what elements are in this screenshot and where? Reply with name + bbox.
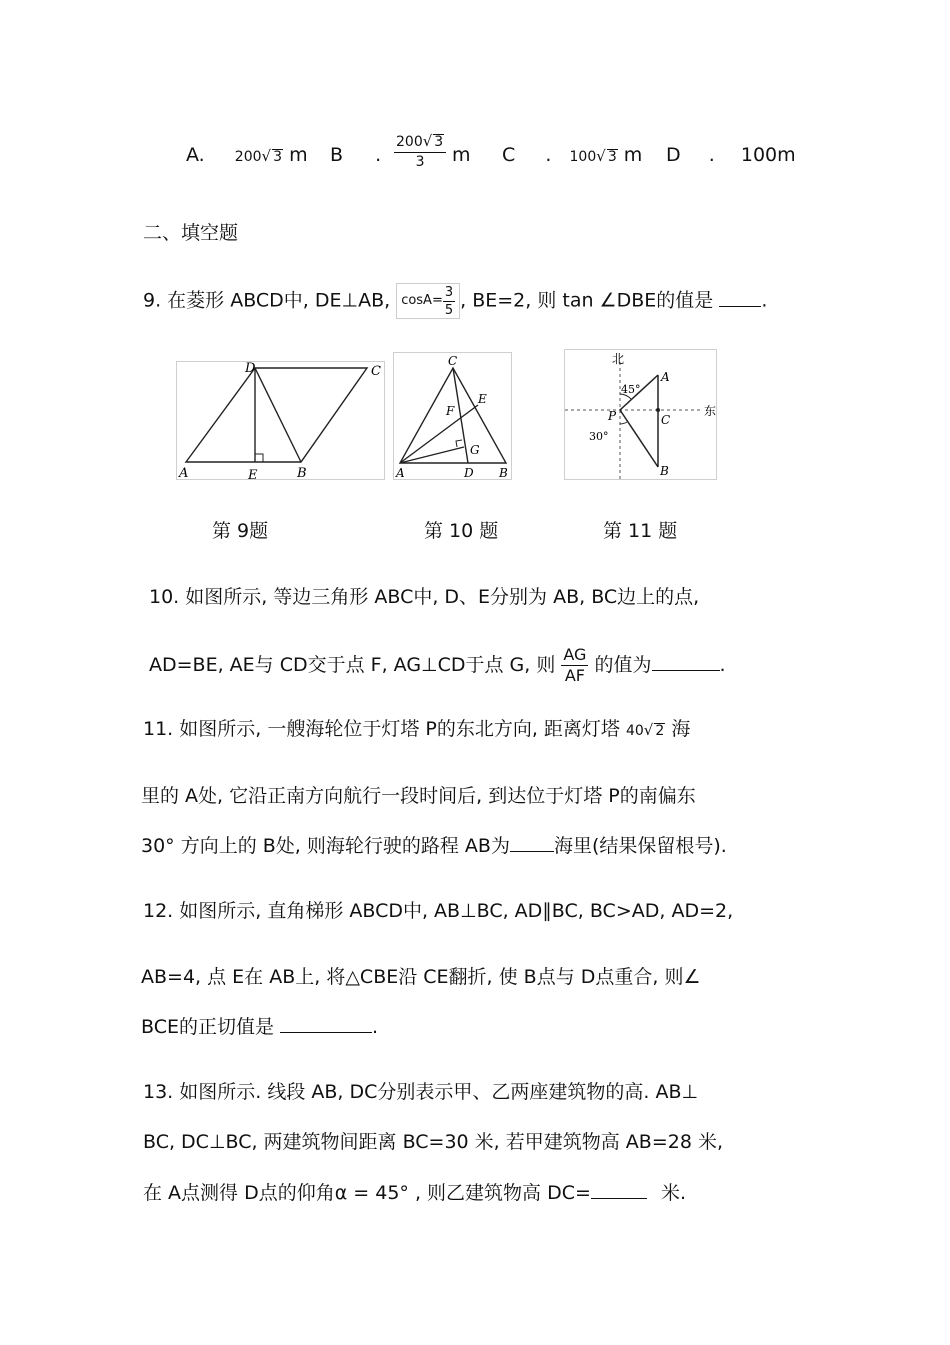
angle-30: 30° <box>589 430 609 443</box>
label-C: C <box>448 354 458 368</box>
label-G: G <box>470 443 480 457</box>
q13-line3b: 米. <box>660 1182 686 1204</box>
label-A: A <box>661 370 670 384</box>
choice-c-coef: 100 <box>569 149 597 165</box>
fraction <box>394 134 446 169</box>
q11-line1b: 海 <box>671 718 691 740</box>
q10-line2b: 的值为 <box>594 654 652 676</box>
q13-line3 <box>143 1180 686 1205</box>
q11-line3b: 海里(结果保留根号). <box>553 835 727 857</box>
q11-coef: 40 <box>625 723 644 739</box>
figure-10-svg <box>394 353 511 479</box>
choice-b-dot: . <box>375 144 382 166</box>
q12-end: . <box>372 1016 379 1038</box>
choice-b-label: B <box>330 144 344 166</box>
choice-c-label: C <box>502 144 516 166</box>
choice-c-unit: m <box>623 144 643 166</box>
q10-line1: 10. 如图所示, 等边三角形 ABC中, D、E分别为 AB, BC边上的点, <box>149 586 700 608</box>
q11-line2: 里的 A处, 它沿正南方向航行一段时间后, 到达位于灯塔 P的南偏东 <box>141 785 696 807</box>
label-P: P <box>608 409 617 423</box>
angle-45: 45° <box>621 383 641 396</box>
q13-line2: BC, DC⊥BC, 两建筑物间距离 BC=30 米, 若甲建筑物高 AB=28 米, <box>143 1131 724 1153</box>
choice-row <box>186 143 308 169</box>
q11-line1a: 11. 如图所示, 一艘海轮位于灯塔 P的东北方向, 距离灯塔 <box>143 718 620 740</box>
caption-9: 第 9题 <box>212 520 269 542</box>
label-E: E <box>248 468 258 479</box>
choice-b-unit-wrap <box>452 143 471 167</box>
q10-frac-den: AF <box>564 666 585 685</box>
label-E: E <box>478 392 487 406</box>
label-A: A <box>179 466 189 479</box>
q10-line2 <box>149 647 726 684</box>
caption-10: 第 10 题 <box>424 520 499 542</box>
answer-blank[interactable] <box>591 1180 647 1199</box>
answer-blank[interactable] <box>280 1014 372 1033</box>
label-D: D <box>245 362 256 376</box>
q10-frac-num: AG <box>563 645 587 664</box>
q9-cos-label: cosA= <box>401 293 443 308</box>
q9-cos-den: 5 <box>444 302 454 318</box>
sqrt-symbol: √ <box>261 147 272 165</box>
label-B: B <box>660 464 669 478</box>
choice-c-radicand: 3 <box>607 149 617 165</box>
q12-line3a: BCE的正切值是 <box>141 1016 274 1038</box>
q9-cos-box <box>396 283 460 319</box>
q11-line3 <box>141 833 727 858</box>
q12-line1: 12. 如图所示, 直角梯形 ABCD中, AB⊥BC, AD∥BC, BC>AD, AD=2, <box>143 900 734 922</box>
q12-line2: AB=4, 点 E在 AB上, 将△CBE沿 CE翻折, 使 B点与 D点重合, 则∠ <box>141 966 701 988</box>
choice-a-unit: m <box>289 144 308 166</box>
figure-10 <box>393 352 512 480</box>
answer-blank[interactable] <box>719 288 761 307</box>
choice-b-unit: m <box>452 144 471 166</box>
label-F: F <box>446 404 455 418</box>
choice-d-dot: . <box>708 144 715 166</box>
fraction <box>561 647 588 684</box>
choice-b-num-radicand: 3 <box>434 134 444 150</box>
figure-11 <box>564 349 717 480</box>
choice-b-num-coef: 200 <box>396 134 423 150</box>
q11-line3a: 30° 方向上的 B处, 则海轮行驶的路程 AB为 <box>141 835 510 857</box>
choice-a-label: A. <box>186 144 205 166</box>
choice-d-label: D <box>666 144 681 166</box>
choice-a-radicand: 3 <box>273 149 283 165</box>
question-9 <box>143 283 767 319</box>
label-D: D <box>464 466 474 479</box>
section-title: 二、填空题 <box>143 222 239 244</box>
answer-blank[interactable] <box>652 652 720 671</box>
choice-b-den: 3 <box>415 153 425 170</box>
choice-d-value: 100m <box>740 144 796 166</box>
choice-c-dot: . <box>545 144 552 166</box>
label-A: A <box>396 466 405 479</box>
q10-line2a: AD=BE, AE与 CD交于点 F, AG⊥CD于点 G, 则 <box>149 654 556 676</box>
sqrt-symbol: √ <box>643 721 654 739</box>
choice-b-fraction <box>394 134 446 169</box>
q9-cos-num: 3 <box>444 284 454 300</box>
q12-line3 <box>141 1014 378 1039</box>
q11-radicand: 2 <box>655 723 665 739</box>
label-B: B <box>499 466 508 479</box>
fraction <box>443 286 455 317</box>
choice-c <box>502 143 642 169</box>
q11-line1 <box>143 717 690 743</box>
sqrt-symbol: √ <box>596 147 606 165</box>
label-B: B <box>297 466 307 479</box>
label-north: 北 <box>612 352 625 366</box>
figure-9-svg <box>177 362 384 479</box>
choice-a-coef: 200 <box>234 149 262 165</box>
label-C: C <box>661 413 671 427</box>
q9-text-b: , BE=2, 则 tan ∠DBE的值是 <box>460 289 714 312</box>
caption-11: 第 11 题 <box>603 520 678 542</box>
q10-end: . <box>719 654 726 676</box>
figure-11-svg <box>565 350 716 479</box>
q13-line1: 13. 如图所示. 线段 AB, DC分别表示甲、乙两座建筑物的高. AB⊥ <box>143 1081 699 1103</box>
label-east: 东 <box>704 404 716 418</box>
answer-blank[interactable] <box>510 833 554 852</box>
choice-b <box>330 143 381 167</box>
choice-d <box>666 143 796 167</box>
label-C: C <box>371 364 381 379</box>
q9-end: . <box>761 289 768 312</box>
figure-9 <box>176 361 385 480</box>
q13-line3a: 在 A点测得 D点的仰角α = 45° , 则乙建筑物高 DC= <box>143 1182 591 1204</box>
q9-text-a: 9. 在菱形 ABCD中, DE⊥AB, <box>143 289 391 312</box>
sqrt-symbol: √ <box>422 132 433 150</box>
